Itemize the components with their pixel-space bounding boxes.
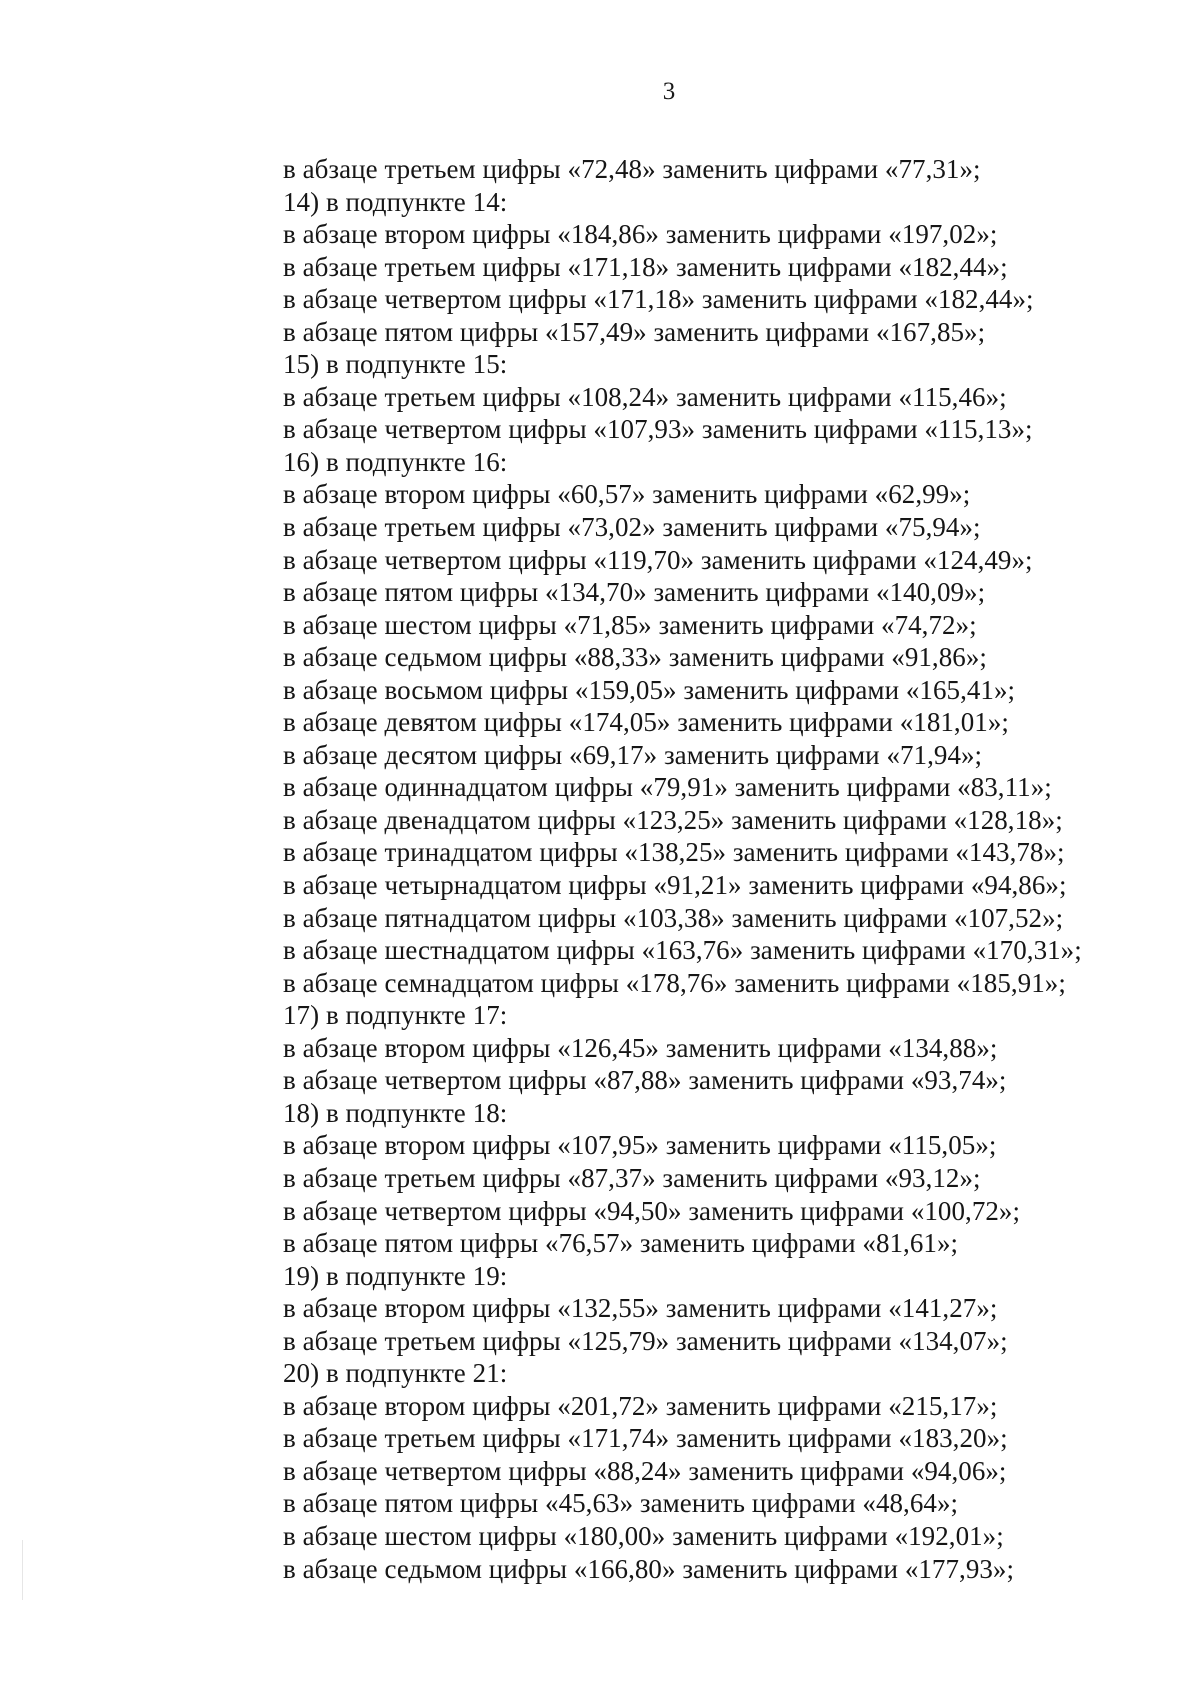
document-line: 14) в подпункте 14:	[283, 186, 508, 217]
amendment-list	[283, 153, 1082, 1585]
document-line: в абзаце двенадцатом цифры «123,25» заменить цифрами «128,18»;	[283, 804, 1063, 835]
document-line: в абзаце четвертом цифры «119,70» заменить цифрами «124,49»;	[283, 544, 1033, 575]
document-line: в абзаце втором цифры «201,72» заменить цифрами «215,17»;	[283, 1390, 998, 1421]
document-line: в абзаце четвертом цифры «87,88» заменить цифрами «93,74»;	[283, 1065, 1007, 1096]
document-line: в абзаце втором цифры «132,55» заменить цифрами «141,27»;	[283, 1293, 998, 1324]
document-line: в абзаце третьем цифры «171,18» заменить цифрами «182,44»;	[283, 251, 1008, 282]
document-line: в абзаце третьем цифры «125,79» заменить цифрами «134,07»;	[283, 1325, 1008, 1356]
document-line: в абзаце седьмом цифры «166,80» заменить цифрами «177,93»;	[283, 1553, 1015, 1584]
document-line: в абзаце четвертом цифры «107,93» заменить цифрами «115,13»;	[283, 414, 1033, 445]
document-line: в абзаце пятом цифры «76,57» заменить цифрами «81,61»;	[283, 1228, 959, 1259]
scan-edge-mark	[22, 1540, 23, 1600]
document-line: в абзаце третьем цифры «171,74» заменить цифрами «183,20»;	[283, 1423, 1008, 1454]
document-line: в абзаце пятнадцатом цифры «103,38» заменить цифрами «107,52»;	[283, 902, 1064, 933]
document-line: 17) в подпункте 17:	[283, 1000, 508, 1031]
document-line: в абзаце четвертом цифры «88,24» заменить цифрами «94,06»;	[283, 1455, 1007, 1486]
document-line: в абзаце пятом цифры «157,49» заменить цифрами «167,85»;	[283, 316, 986, 347]
document-line: 16) в подпункте 16:	[283, 446, 508, 477]
document-line: в абзаце третьем цифры «108,24» заменить цифрами «115,46»;	[283, 381, 1007, 412]
document-line: в абзаце семнадцатом цифры «178,76» заменить цифрами «185,91»;	[283, 967, 1066, 998]
document-line: в абзаце четырнадцатом цифры «91,21» заменить цифрами «94,86»;	[283, 870, 1067, 901]
page-number: 3	[662, 78, 676, 105]
document-line: 19) в подпункте 19:	[283, 1260, 508, 1291]
document-line: в абзаце четвертом цифры «171,18» заменить цифрами «182,44»;	[283, 284, 1034, 315]
document-line: в абзаце тринадцатом цифры «138,25» заменить цифрами «143,78»;	[283, 837, 1065, 868]
document-line: в абзаце шестнадцатом цифры «163,76» заменить цифрами «170,31»;	[283, 935, 1082, 966]
document-line: в абзаце пятом цифры «134,70» заменить цифрами «140,09»;	[283, 577, 986, 608]
document-line: в абзаце девятом цифры «174,05» заменить цифрами «181,01»;	[283, 707, 1009, 738]
document-line: в абзаце втором цифры «107,95» заменить цифрами «115,05»;	[283, 1130, 997, 1161]
document-line: в абзаце третьем цифры «72,48» заменить цифрами «77,31»;	[283, 154, 981, 184]
document-line: в абзаце втором цифры «60,57» заменить цифрами «62,99»;	[283, 479, 971, 510]
document-line: в абзаце восьмом цифры «159,05» заменить цифрами «165,41»;	[283, 674, 1016, 705]
document-line: в абзаце третьем цифры «87,37» заменить цифрами «93,12»;	[283, 1162, 981, 1193]
document-line: в абзаце шестом цифры «71,85» заменить цифрами «74,72»;	[283, 609, 977, 640]
document-line: в абзаце третьем цифры «73,02» заменить цифрами «75,94»;	[283, 512, 981, 543]
document-line: в абзаце шестом цифры «180,00» заменить цифрами «192,01»;	[283, 1520, 1004, 1551]
document-line: в абзаце втором цифры «126,45» заменить цифрами «134,88»;	[283, 1032, 998, 1063]
document-line: в абзаце десятом цифры «69,17» заменить цифрами «71,94»;	[283, 739, 983, 770]
document-line: в абзаце втором цифры «184,86» заменить цифрами «197,02»;	[283, 219, 998, 250]
document-line: 20) в подпункте 21:	[283, 1358, 508, 1389]
document-line: в абзаце седьмом цифры «88,33» заменить цифрами «91,86»;	[283, 642, 987, 673]
document-line: в абзаце одиннадцатом цифры «79,91» заменить цифрами «83,11»;	[283, 772, 1052, 803]
document-line: в абзаце четвертом цифры «94,50» заменить цифрами «100,72»;	[283, 1195, 1021, 1226]
document-line: 18) в подпункте 18:	[283, 1097, 508, 1128]
document-line: в абзаце пятом цифры «45,63» заменить цифрами «48,64»;	[283, 1488, 959, 1519]
document-line: 15) в подпункте 15:	[283, 349, 508, 380]
